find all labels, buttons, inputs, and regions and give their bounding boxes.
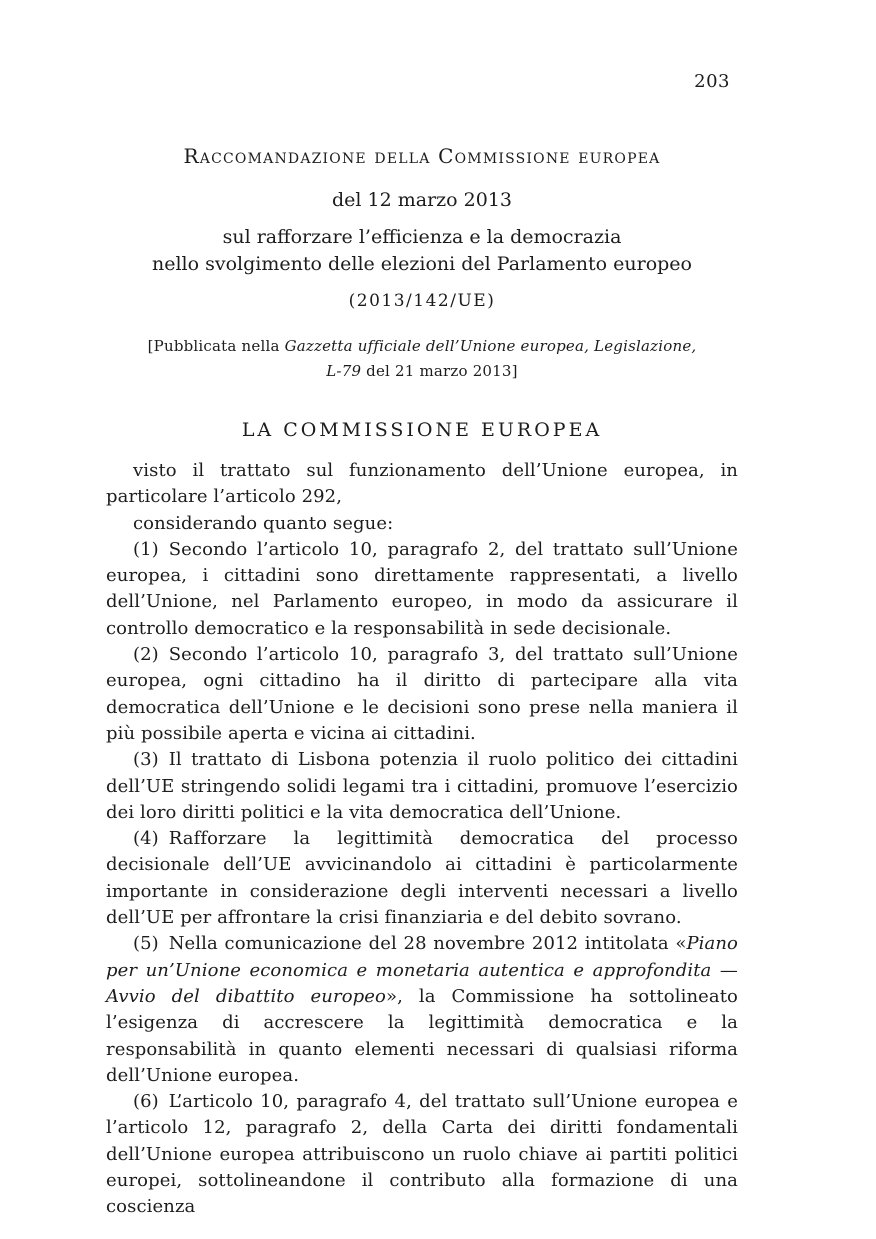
recital-number: (2) <box>133 644 159 666</box>
recital-paragraph <box>106 537 738 642</box>
publication-note-prefix: [Pubblicata nella <box>147 337 285 355</box>
page-content <box>106 72 738 1221</box>
recital-number: (1) <box>133 538 159 560</box>
document-date-line: del 12 marzo 2013 <box>331 189 512 211</box>
publication-note-suffix: del 21 marzo 2013] <box>361 362 518 380</box>
recital-paragraph <box>106 826 738 931</box>
recital-paragraph <box>106 642 738 747</box>
preamble-paragraph: visto il trattato sul funzionamento dell’Unione europea, in particolare l’articolo 292, <box>106 460 738 508</box>
publication-issue: L-79 <box>326 362 362 380</box>
recital-text: Secondo l’articolo 10, paragrafo 3, del trattato sull’Unione europea, ogni cittadino ha il diritto di partecipare alla vita democratica dell’Unione e le decisioni sono prese nella maniera il più possibile aperta e vicina ai cittadini. <box>106 644 738 744</box>
recital-number: (4) <box>133 828 159 850</box>
recital-text: Nella comunicazione del 28 novembre 2012 intitolata « <box>168 933 687 955</box>
recital-text: Secondo l’articolo 10, paragrafo 2, del trattato sull’Unione europea, i cittadini sono direttamente rappresentati, a livello dell’Unione, nel Parlamento europeo, in modo da assicurare il controllo democratico e la responsabilità in sede decisionale. <box>106 538 738 639</box>
recital-text: L’articolo 10, paragrafo 4, del trattato sull’Unione europea e l’articolo 12, paragrafo 2, della Carta dei diritti fondamentali dell’Unione europea attribuiscono un ruolo chiave ai partiti politici europei, sottolineandone il contributo alla formazione di una coscienza <box>106 1091 738 1218</box>
section-heading: LA COMMISSIONE EUROPEA <box>241 419 603 441</box>
recital-number: (3) <box>133 749 159 771</box>
reference-number: (2013/142/UE) <box>348 291 496 311</box>
recital-paragraph <box>106 1089 738 1220</box>
recital-text-italic: Piano per un’Unione economica e monetaria autentica e approfondita — Avvio del dibattito europeo <box>106 933 738 1007</box>
preamble-paragraph: considerando quanto segue: <box>133 512 394 534</box>
recital-paragraph <box>106 747 738 826</box>
subtitle-line-2: nello svolgimento delle elezioni del Parlamento europeo <box>152 253 692 275</box>
recital-text: Rafforzare la legittimità democratica del processo decisionale dell’UE avvicinandolo ai cittadini è particolarmente importante in considerazione degli interventi necessari a livello dell’UE per affrontare la crisi finanziaria e del debito sovrano. <box>106 828 738 929</box>
page-number: 203 <box>694 71 730 92</box>
recital-text: », la Commissione ha sottolineato l’esigenza di accrescere la legittimità democratica e la responsabilità in quanto elementi necessari di qualsiasi riforma dell’Unione europea. <box>106 985 738 1086</box>
document-title: Raccomandazione della Commissione europea <box>183 144 661 168</box>
recital-number: (5) <box>133 933 159 955</box>
recital-paragraph <box>106 931 738 1089</box>
publication-journal: Gazzetta ufficiale dell’Unione europea, Legislazione, <box>284 337 697 355</box>
recital-text: Il trattato di Lisbona potenzia il ruolo politico dei cittadini dell’UE stringendo solidi legami tra i cittadini, promuove l’esercizio dei loro diritti politici e la vita democratica dell’Unione. <box>106 749 738 823</box>
recital-number: (6) <box>133 1091 159 1113</box>
document-body <box>106 458 738 1221</box>
subtitle-line-1: sul rafforzare l’efficienza e la democrazia <box>222 226 622 248</box>
document-subtitle <box>106 224 738 278</box>
publication-note <box>106 334 738 384</box>
